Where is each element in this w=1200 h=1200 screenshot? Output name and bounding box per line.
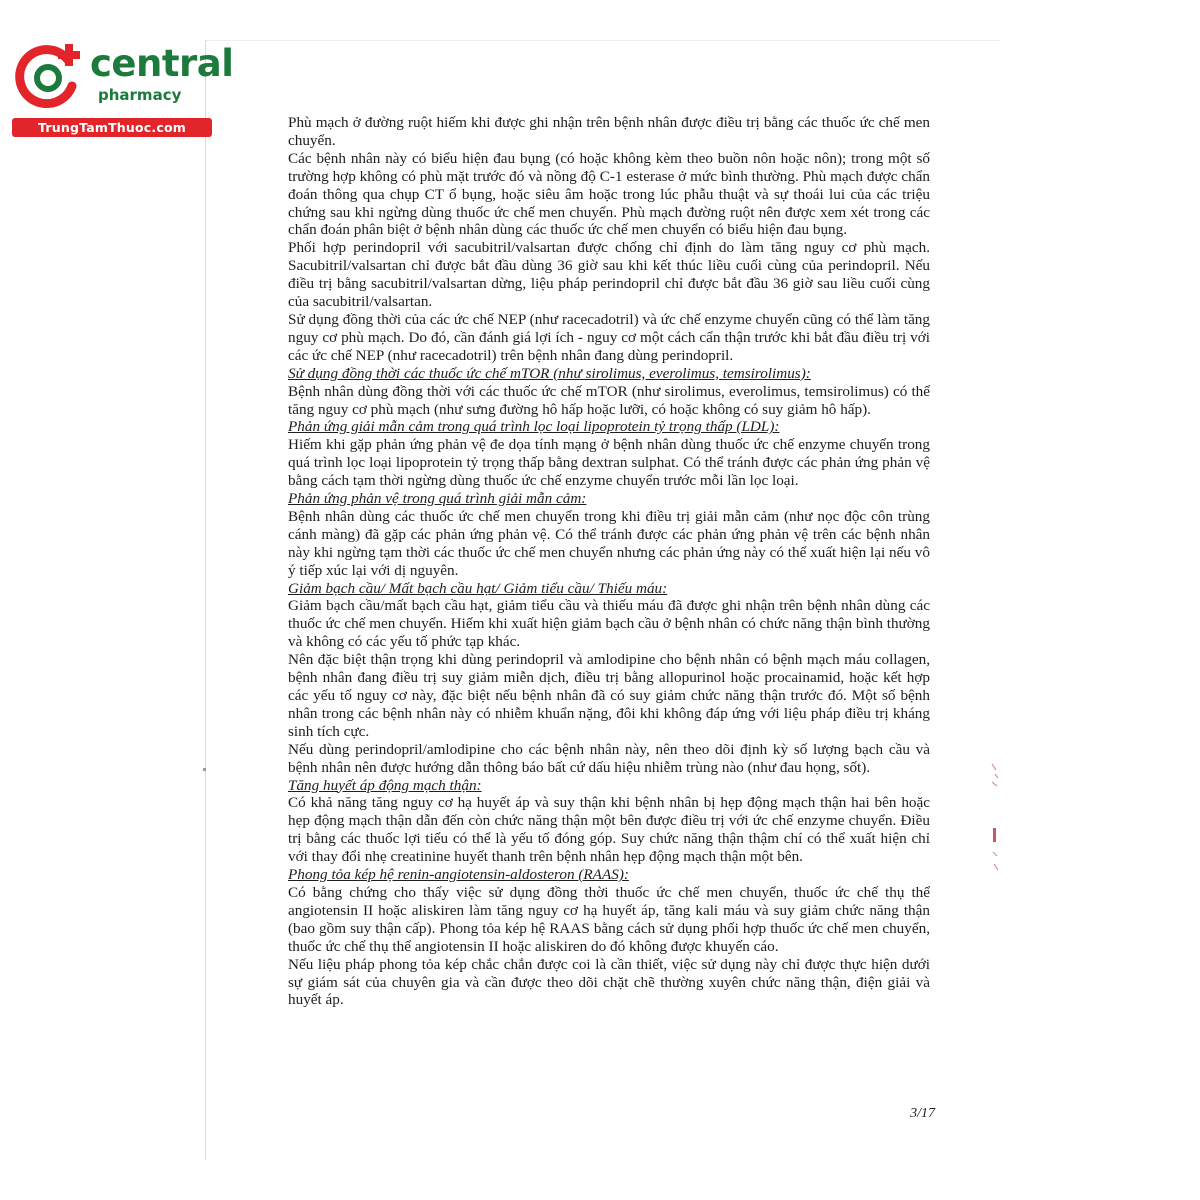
section-heading: Sử dụng đồng thời các thuốc ức chế mTOR (như sirolimus, everolimus, temsirolimus): [288, 364, 811, 382]
document-body [288, 114, 930, 1009]
paragraph: Các bệnh nhân này có biểu hiện đau bụng (có hoặc không kèm theo buồn nôn hoặc nôn); trong một số trường hợp không có phù mặt trước đó và nồng độ C-1 esterase ở mức bình thường. Phù mạch được chẩn đoán thông qua chụp CT ổ bụng, hoặc siêu âm hoặc trong lúc phẫu thuật và sự thoái lui của các triệu chứng sau khi ngừng dùng thuốc ức chế men chuyển. Phù mạch đường ruột nên được xem xét trong các chẩn đoán phân biệt ở bệnh nhân dùng các thuốc ức chế men chuyển có biểu hiện đau bụng. [288, 149, 930, 239]
section-heading: Tăng huyết áp động mạch thận: [288, 776, 482, 794]
pharmacy-logo[interactable] [8, 38, 234, 138]
logo-banner: TrungTamThuoc.com [12, 118, 212, 137]
scan-top-edge [205, 40, 1000, 41]
scan-left-edge [205, 40, 206, 1160]
paragraph: Giảm bạch cầu/mất bạch cầu hạt, giảm tiểu cầu và thiếu máu đã được ghi nhận trên bệnh nhân dùng các thuốc ức chế men chuyển. Hiếm khi xuất hiện giảm bạch cầu ở bệnh nhân có chức năng thận bình thường và không có các yếu tố phức tạp khác. [288, 597, 930, 651]
section-heading: Phong tỏa kép hệ renin-angiotensin-aldosteron (RAAS): [288, 866, 629, 884]
section-heading: Giảm bạch cầu/ Mất bạch cầu hạt/ Giảm tiểu cầu/ Thiếu máu: [288, 579, 668, 597]
paragraph: Phù mạch ở đường ruột hiếm khi được ghi nhận trên bệnh nhân được điều trị bằng các thuốc ức chế men chuyển. [288, 114, 930, 149]
paragraph: Hiếm khi gặp phản ứng phản vệ đe dọa tính mạng ở bệnh nhân dùng thuốc ức chế enzyme chuyển trong quá trình lọc loại lipoprotein tỷ trọng thấp bằng dextran sulphat. Có thể tránh được các phản ứng phản vệ bằng cách tạm thời ngừng dùng thuốc ức chế enzyme chuyển trước mỗi lần lọc loại. [288, 436, 930, 490]
section-heading: Phản ứng phản vệ trong quá trình giải mẫn cảm: [288, 490, 587, 508]
logo-subtitle: pharmacy [98, 86, 182, 104]
logo-c-cross-icon [12, 40, 84, 112]
paragraph: Bệnh nhân dùng đồng thời với các thuốc ức chế mTOR (như sirolimus, everolimus, temsirolimus) có thể tăng nguy cơ phù mạch (như sưng đường hô hấp hoặc lưỡi, có hoặc không có suy giảm hô hấp). [288, 382, 930, 418]
paragraph: Nên đặc biệt thận trọng khi dùng perindopril và amlodipine cho bệnh nhân có bệnh mạch máu collagen, bệnh nhân đang điều trị suy giảm miễn dịch, điều trị bằng allopurinol hoặc procainamid, hoặc kết hợp các yếu tố nguy cơ này, đặc biệt nếu bệnh nhân đã có suy giảm chức năng thận trước đó. Một số bệnh nhân trong các bệnh nhân này có nhiễm khuẩn nặng, đôi khi không đáp ứng với liệu pháp điều trị kháng sinh tích cực. [288, 651, 930, 740]
scan-mark [203, 768, 206, 771]
paragraph: Nếu liệu pháp phong tỏa kép chắc chắn được coi là cần thiết, việc sử dụng này chỉ được thực hiện dưới sự giám sát của chuyên gia và cần được theo dõi chặt chẽ thường xuyên chức năng thận, điện giải và huyết áp. [288, 955, 930, 1009]
paragraph: Có khả năng tăng nguy cơ hạ huyết áp và suy thận khi bệnh nhân bị hẹp động mạch thận hai bên hoặc hẹp động mạch thận dẫn đến còn chức năng thận một bên được điều trị với ức chế enzyme chuyển. Điều trị bằng các thuốc lợi tiểu có thể là yếu tố đóng góp. Suy chức năng thận thậm chí có thể xuất hiện chỉ với thay đổi nhẹ creatinine huyết thanh trên bệnh nhân hẹp động mạch thận một bên. [288, 794, 930, 866]
paragraph: Có bằng chứng cho thấy việc sử dụng đồng thời thuốc ức chế men chuyển, thuốc ức chế thụ thể angiotensin II hoặc aliskiren làm tăng nguy cơ hạ huyết áp, tăng kali máu và suy giảm chức năng thận (bao gồm suy thận cấp). Phong tỏa kép hệ RAAS bằng cách sử dụng phối hợp thuốc ức chế men chuyển, thuốc ức chế thụ thể angiotensin II hoặc aliskiren do đó không được khuyến cáo. [288, 883, 930, 955]
margin-marks-icon [986, 760, 1006, 890]
paragraph: Sử dụng đồng thời của các ức chế NEP (như racecadotril) và ức chế enzyme chuyển cũng có thể làm tăng nguy cơ phù mạch. Do đó, cần đánh giá lợi ích - nguy cơ một cách cẩn thận trước khi bắt đầu điều trị với các ức chế NEP (như racecadotril) trên bệnh nhân đang dùng perindopril. [288, 310, 930, 364]
page-number: 3/17 [910, 1106, 935, 1121]
paragraph: Phối hợp perindopril với sacubitril/valsartan được chống chỉ định do làm tăng nguy cơ phù mạch. Sacubitril/valsartan chỉ được bắt đầu dùng 36 giờ sau khi kết thúc liều cuối cùng của perindopril. Nếu điều trị bằng sacubitril/valsartan dừng, liệu pháp perindopril chỉ được bắt đầu 36 giờ sau liều cuối cùng của sacubitril/valsartan. [288, 239, 930, 311]
section-heading: Phản ứng giải mẫn cảm trong quá trình lọc loại lipoprotein tỷ trọng thấp (LDL): [288, 418, 780, 436]
paragraph: Nếu dùng perindopril/amlodipine cho các bệnh nhân này, nên theo dõi định kỳ số lượng bạch cầu và bệnh nhân nên được hướng dẫn thông báo bất cứ dấu hiệu nhiễm trùng nào (như đau họng, sốt). [288, 740, 930, 776]
logo-wordmark: central [90, 42, 234, 85]
paragraph: Bệnh nhân dùng các thuốc ức chế men chuyển trong khi điều trị giải mẫn cảm (như nọc độc côn trùng cánh màng) đã gặp các phản ứng phản vệ. Có thể tránh được các phản ứng phản vệ trên các bệnh nhân này khi ngừng tạm thời các thuốc ức chế men chuyển nhưng các phản ứng này có thể xuất hiện lại nếu vô ý tiếp xúc lại với dị nguyên. [288, 507, 930, 579]
